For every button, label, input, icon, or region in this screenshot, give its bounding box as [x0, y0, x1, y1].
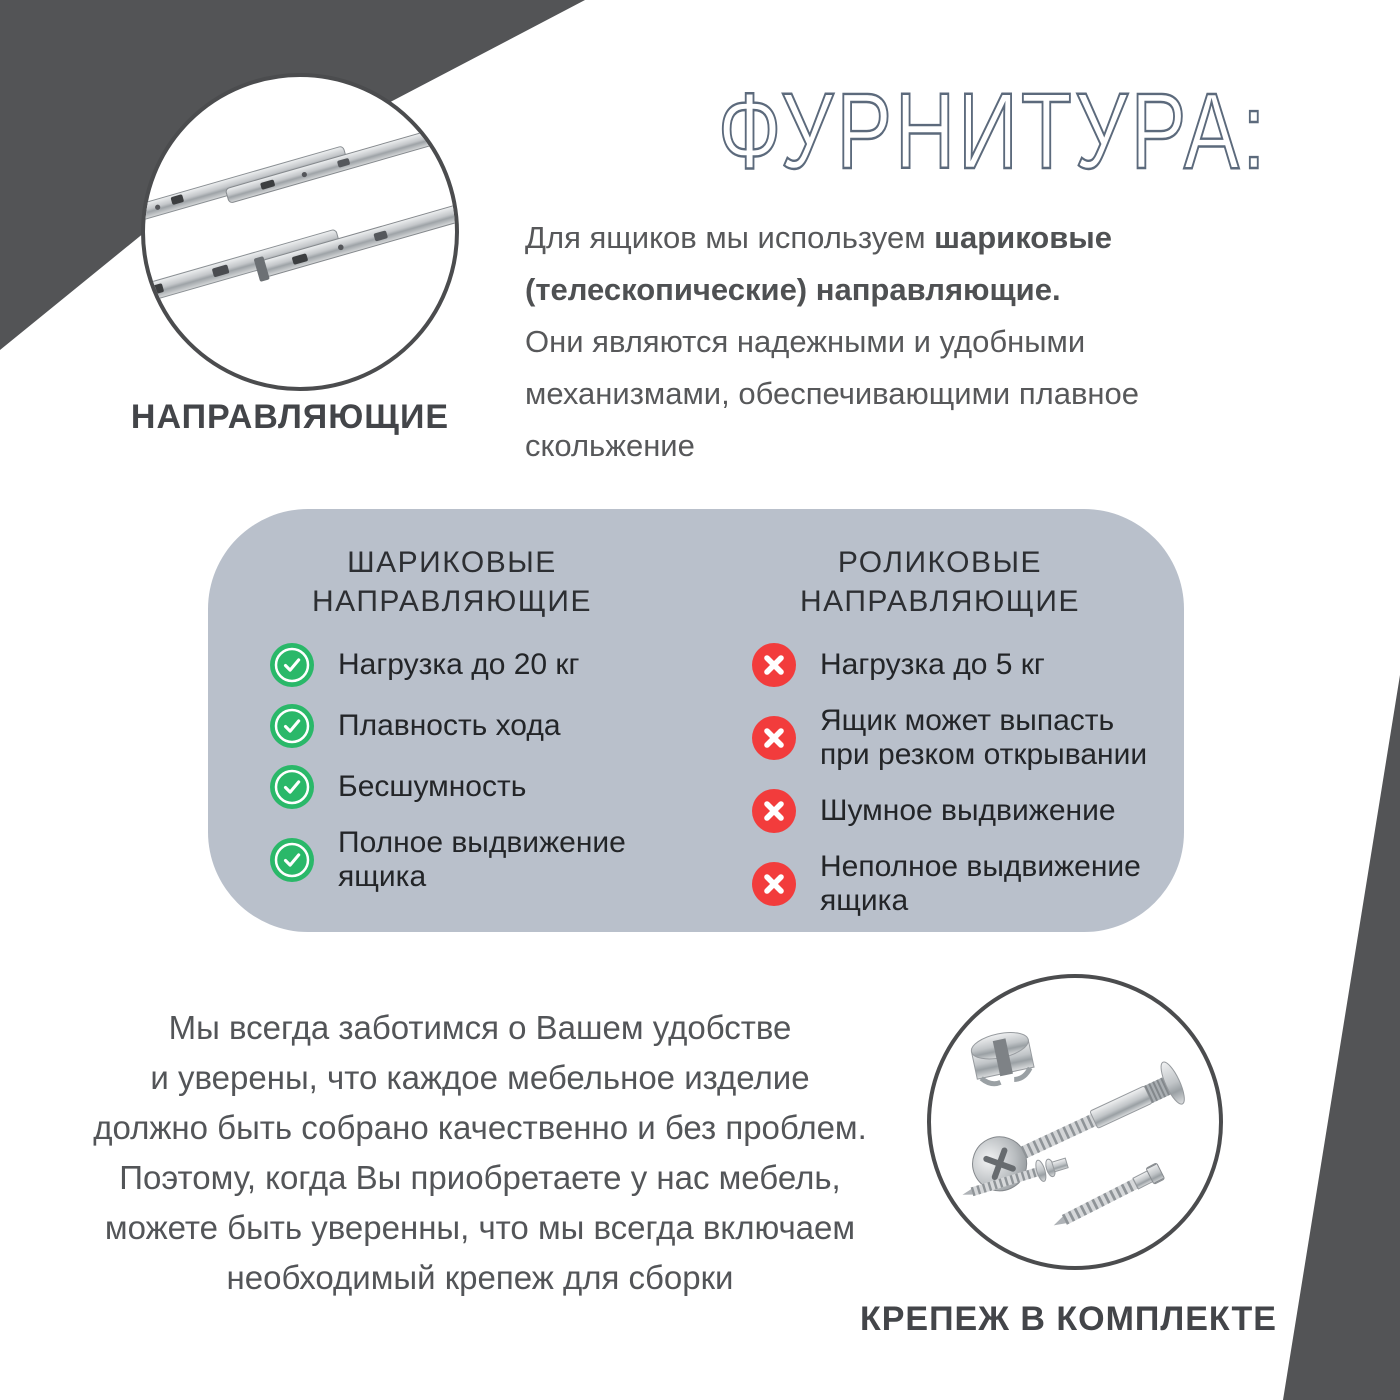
check-icon	[270, 765, 314, 809]
pro-item: Плавность хода	[270, 704, 696, 748]
con-item: Нагрузка до 5 кг	[752, 643, 1184, 687]
text-line: (телескопические) направляющие.	[525, 272, 1061, 307]
roller-slides-column	[696, 509, 1184, 932]
check-icon	[270, 704, 314, 748]
cross-icon	[752, 716, 796, 760]
page-title	[718, 58, 1358, 208]
con-item: Неполное выдвижение ящика	[752, 850, 1184, 918]
intro-paragraph	[525, 212, 1139, 472]
drawer-slides-image	[145, 77, 455, 387]
comparison-panel	[208, 509, 1184, 932]
fasteners-image	[931, 978, 1219, 1266]
corner-shape-bottom-right	[1283, 675, 1400, 1400]
slides-label: НАПРАВЛЯЮЩИЕ	[130, 398, 450, 436]
text-line: механизмами, обеспечивающими плавное	[525, 376, 1140, 411]
column-title: РОЛИКОВЫЕ НАПРАВЛЯЮЩИЕ	[800, 546, 1080, 618]
check-icon	[270, 838, 314, 882]
con-item: Шумное выдвижение	[752, 789, 1184, 833]
text-line: и уверены, что каждое мебельное изделие	[150, 1059, 810, 1096]
cross-icon	[752, 789, 796, 833]
text-line: Они являются надежными и удобными	[525, 324, 1086, 359]
text-line: скольжение	[525, 428, 695, 463]
column-title: ШАРИКОВЫЕ НАПРАВЛЯЮЩИЕ	[312, 546, 592, 618]
page-title-text: ФУРНИТУРА:	[718, 71, 1269, 192]
slides-photo-circle	[141, 73, 459, 391]
cross-icon	[752, 643, 796, 687]
text-line: можете быть уверенны, что мы всегда включаем	[104, 1209, 856, 1246]
con-item: Ящик может выпасть при резком открывании	[752, 704, 1184, 772]
text-line: Мы всегда заботимся о Вашем удобстве	[168, 1009, 792, 1046]
check-icon	[270, 643, 314, 687]
text-line: необходимый крепеж для сборки	[226, 1259, 734, 1296]
cross-icon	[752, 862, 796, 906]
text-line: Поэтому, когда Вы приобретаете у нас мебель,	[119, 1159, 841, 1196]
pro-item: Нагрузка до 20 кг	[270, 643, 696, 687]
pro-item: Бесшумность	[270, 765, 696, 809]
fasteners-photo-circle	[927, 974, 1223, 1270]
fasteners-label: КРЕПЕЖ В КОМПЛЕКТЕ	[860, 1300, 1277, 1338]
text-line: должно быть собрано качественно и без проблем.	[93, 1109, 867, 1146]
pro-item: Полное выдвижение ящика	[270, 826, 696, 894]
ball-slides-column	[208, 509, 696, 932]
text-line: Для ящиков мы используем шариковые	[525, 220, 1113, 255]
outro-paragraph	[40, 1003, 920, 1303]
